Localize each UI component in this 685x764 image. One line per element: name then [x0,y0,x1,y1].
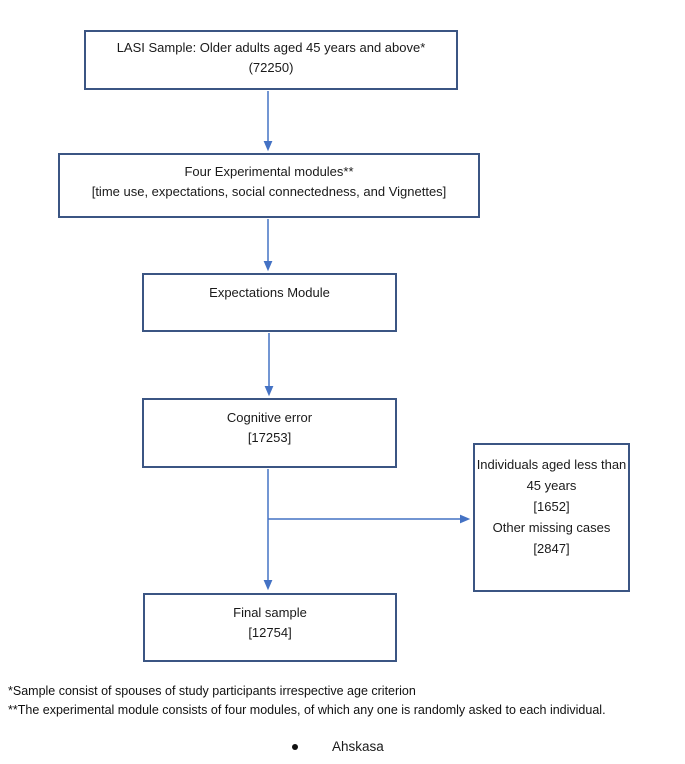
flow-box-lasi-sample [84,30,458,90]
box-text-line: Final sample [233,605,307,620]
box-text-line: Expectations Module [209,285,330,300]
bullet-dot-icon [292,744,298,750]
box-text-line: LASI Sample: Older adults aged 45 years and above* [116,40,426,55]
box-text-line: [time use, expectations, social connectedness, and Vignettes] [91,184,447,199]
footnote-experimental-module: **The experimental module consists of four modules, of which any one is randomly asked to each individual. [8,703,606,717]
box-text-line: [17253] [247,430,292,445]
flow-box-final-sample [143,593,397,662]
bullet-list-item [292,738,384,755]
footnote-sample-criterion: *Sample consist of spouses of study participants irrespective age criterion [8,684,416,698]
bullet-item-label: Ahskasa [332,739,384,754]
box-text-line: [12754] [248,625,292,640]
box-text-line: [2847] [533,541,570,556]
box-text-line: Individuals aged less than 45 years [476,457,627,493]
flow-box-excluded-cases [473,443,630,592]
box-text-line: [1652] [533,499,570,514]
box-text-line: Cognitive error [226,410,313,425]
flow-box-expectations-module [142,273,397,332]
footnotes [8,682,684,720]
flow-box-experimental-modules [58,153,480,218]
box-text-line: Four Experimental modules** [184,164,354,179]
box-text-line: Other missing cases [492,520,611,535]
box-text-line: (72250) [248,60,294,75]
flow-box-cognitive-error [142,398,397,468]
